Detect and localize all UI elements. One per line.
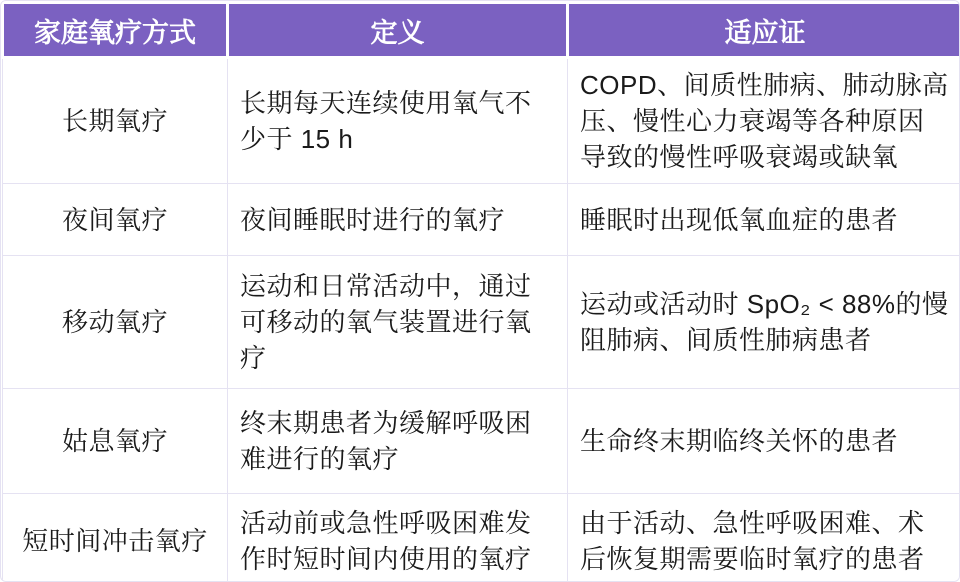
method-cell: 短时间冲击氧疗 xyxy=(3,494,228,582)
table xyxy=(1,1,960,582)
definition-cell: 终末期患者为缓解呼吸困难进行的氧疗 xyxy=(228,389,568,494)
definition-cell: 活动前或急性呼吸困难发作时短时间内使用的氧疗 xyxy=(228,494,568,582)
table-row xyxy=(3,58,960,184)
indication-cell: COPD、间质性肺病、肺动脉高压、慢性心力衰竭等各种原因导致的慢性呼吸衰竭或缺氧 xyxy=(568,58,960,184)
method-cell: 长期氧疗 xyxy=(3,58,228,184)
method-cell: 姑息氧疗 xyxy=(3,389,228,494)
indication-cell: 睡眠时出现低氧血症的患者 xyxy=(568,184,960,256)
header-cell-method: 家庭氧疗方式 xyxy=(3,3,228,58)
table-row xyxy=(3,256,960,389)
header-cell-definition: 定义 xyxy=(228,3,568,58)
header-cell-indication: 适应证 xyxy=(568,3,960,58)
table-row xyxy=(3,494,960,582)
method-cell: 移动氧疗 xyxy=(3,256,228,389)
definition-cell: 夜间睡眠时进行的氧疗 xyxy=(228,184,568,256)
table-body xyxy=(3,58,960,582)
table-header-row xyxy=(3,3,960,58)
indication-cell: 运动或活动时 SpO₂ < 88%的慢阻肺病、间质性肺病患者 xyxy=(568,256,960,389)
indication-cell: 生命终末期临终关怀的患者 xyxy=(568,389,960,494)
table-row xyxy=(3,184,960,256)
definition-cell: 运动和日常活动中，通过可移动的氧气装置进行氧疗 xyxy=(228,256,568,389)
method-cell: 夜间氧疗 xyxy=(3,184,228,256)
indication-cell: 由于活动、急性呼吸困难、术后恢复期需要临时氧疗的患者 xyxy=(568,494,960,582)
table-row xyxy=(3,389,960,494)
definition-cell: 长期每天连续使用氧气不少于 15 h xyxy=(228,58,568,184)
